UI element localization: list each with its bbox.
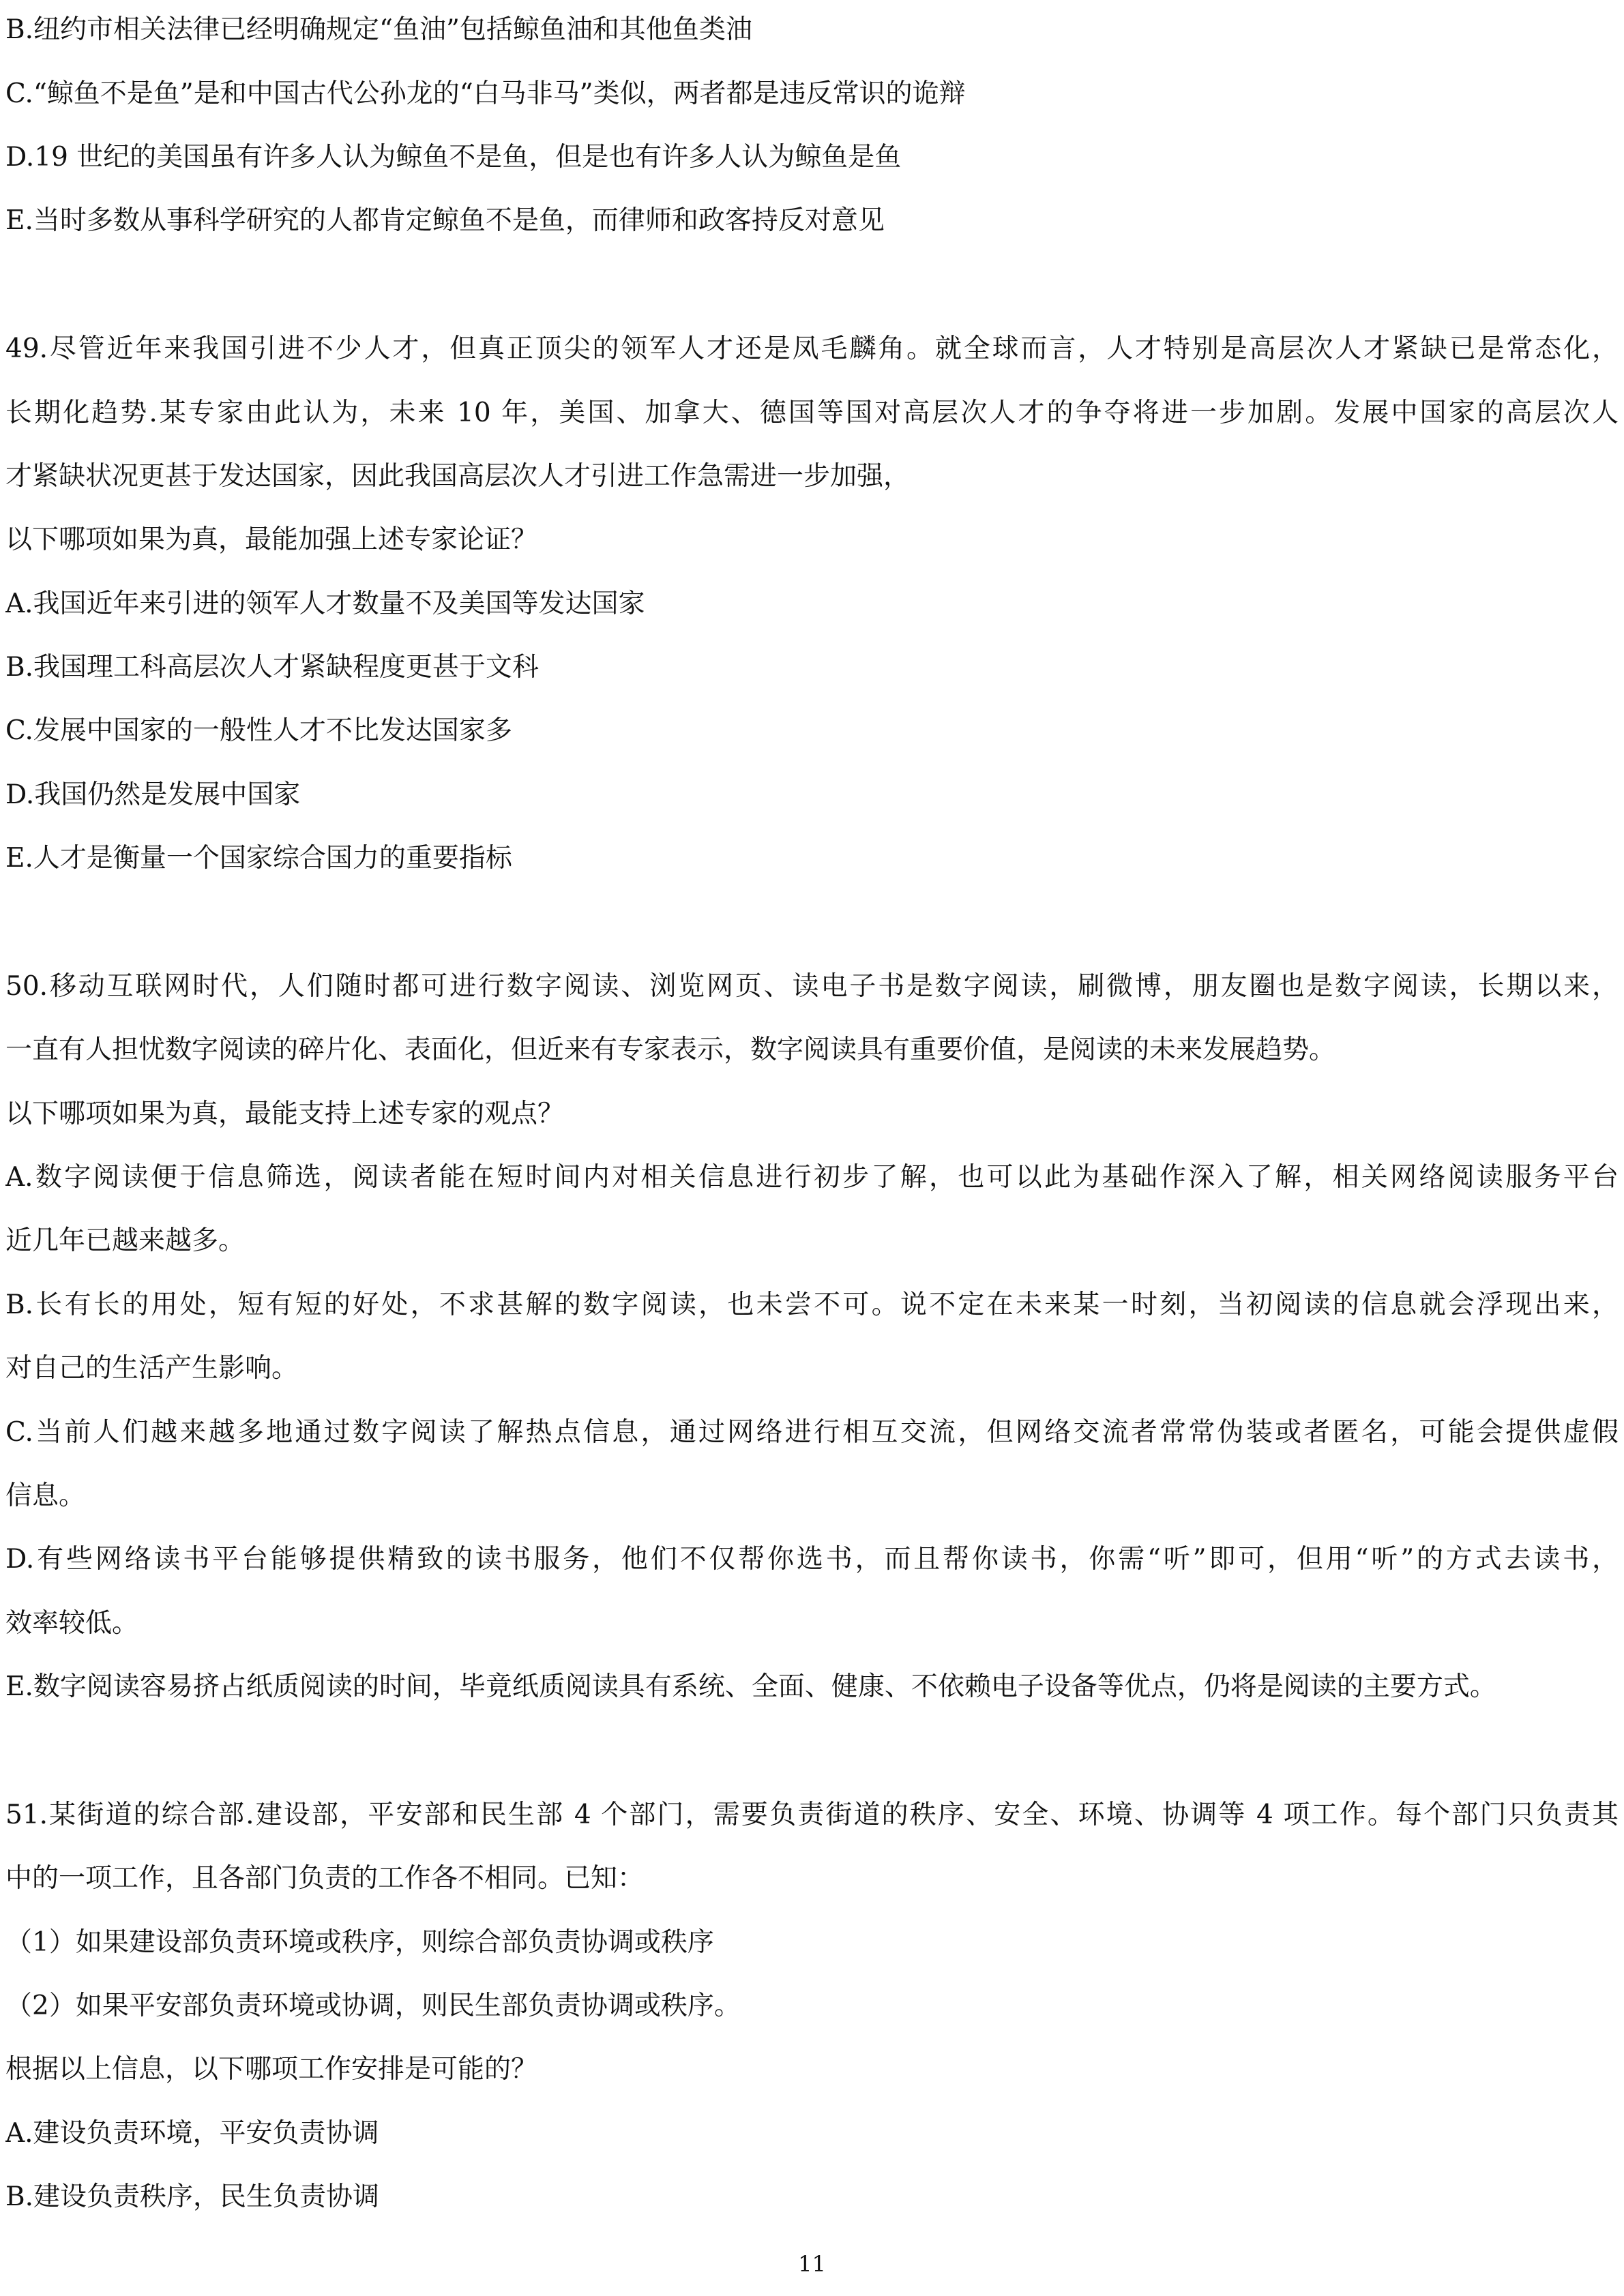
q51-option-a: A.建设负责环境，平安负责协调 <box>5 2118 379 2149</box>
q49-option-a: A.我国近年来引进的领军人才数量不及美国等发达国家 <box>5 588 645 619</box>
q50-question: 以下哪项如果为真，最能支持上述专家的观点？ <box>5 1099 565 1129</box>
q51-stem-line-2: 中的一项工作，且各部门负责的工作各不相同。已知： <box>5 1863 645 1894</box>
q50-option-d-line-1: D.有些网络读书平台能够提供精致的读书服务，他们不仅帮你选书，而且帮你读书，你需“听”即可，但用“听”的方式去读书， <box>5 1544 1619 1575</box>
q48-option-c: C.“鲸鱼不是鱼”是和中国古代公孙龙的“白马非马”类似，两者都是违反常识的诡辩 <box>5 78 966 109</box>
q51-option-b: B.建设负责秩序，民生负责协调 <box>5 2181 380 2212</box>
q50-option-d-line-2: 效率较低。 <box>5 1608 139 1639</box>
q49-option-b: B.我国理工科高层次人才紧缺程度更甚于文科 <box>5 652 540 683</box>
q49-question: 以下哪项如果为真，最能加强上述专家论证？ <box>5 524 538 555</box>
q50-option-c-line-2: 信息。 <box>5 1480 86 1511</box>
q48-option-b: B.纽约市相关法律已经明确规定“鱼油”包括鲸鱼油和其他鱼类油 <box>5 14 752 45</box>
q51-question: 根据以上信息，以下哪项工作安排是可能的？ <box>5 2054 538 2085</box>
q49-stem-line-3: 才紧缺状况更甚于发达国家，因此我国高层次人才引进工作急需进一步加强， <box>5 461 911 492</box>
q50-option-e: E.数字阅读容易挤占纸质阅读的时间，毕竟纸质阅读具有系统、全面、健康、不依赖电子设备等优点，仍将是阅读的主要方式。 <box>5 1671 1496 1702</box>
q49-option-c: C.发展中国家的一般性人才不比发达国家多 <box>5 715 512 746</box>
q50-option-a-line-2: 近几年已越来越多。 <box>5 1225 246 1256</box>
q51-condition-1: （1）如果建设部负责环境或秩序，则综合部负责协调或秩序 <box>5 1927 714 1958</box>
q50-option-b-line-2: 对自己的生活产生影响。 <box>5 1353 299 1384</box>
q50-option-b-line-1: B.长有长的用处，短有短的好处，不求甚解的数字阅读，也未尝不可。说不定在未来某一时刻，当初阅读的信息就会浮现出来， <box>5 1289 1619 1320</box>
q49-stem-line-2: 长期化趋势.某专家由此认为，未来 10 年，美国、加拿大、德国等国对高层次人才的争夺将进一步加剧。发展中国家的高层次人 <box>5 398 1619 428</box>
q50-stem-line-1: 50.移动互联网时代，人们随时都可进行数字阅读、浏览网页、读电子书是数字阅读，刷微博，朋友圈也是数字阅读，长期以来， <box>5 971 1619 1002</box>
q50-option-c-line-1: C.当前人们越来越多地通过数字阅读了解热点信息，通过网络进行相互交流，但网络交流者常常伪装或者匿名，可能会提供虚假 <box>5 1417 1619 1448</box>
q49-option-e: E.人才是衡量一个国家综合国力的重要指标 <box>5 843 512 874</box>
q49-option-d: D.我国仍然是发展中国家 <box>5 779 301 810</box>
q50-stem-line-2: 一直有人担忧数字阅读的碎片化、表面化，但近来有专家表示，数字阅读具有重要价值，是阅读的未来发展趋势。 <box>5 1034 1336 1065</box>
q49-stem-line-1: 49.尽管近年来我国引进不少人才，但真正顶尖的领军人才还是凤毛麟角。就全球而言，人才特别是高层次人才紧缺已是常态化， <box>5 333 1619 364</box>
q51-stem-line-1: 51.某街道的综合部.建设部，平安部和民生部 4 个部门，需要负责街道的秩序、安全、环境、协调等 4 项工作。每个部门只负责其 <box>5 1800 1619 1830</box>
page-number: 11 <box>798 2251 826 2277</box>
q48-option-d: D.19 世纪的美国虽有许多人认为鲸鱼不是鱼，但是也有许多人认为鲸鱼是鱼 <box>5 142 902 173</box>
q50-option-a-line-1: A.数字阅读便于信息筛选，阅读者能在短时间内对相关信息进行初步了解，也可以此为基础作深入了解，相关网络阅读服务平台 <box>5 1162 1619 1193</box>
q48-option-e: E.当时多数从事科学研究的人都肯定鲸鱼不是鱼，而律师和政客持反对意见 <box>5 205 885 236</box>
q51-condition-2: （2）如果平安部负责环境或协调，则民生部负责协调或秩序。 <box>5 1991 741 2021</box>
